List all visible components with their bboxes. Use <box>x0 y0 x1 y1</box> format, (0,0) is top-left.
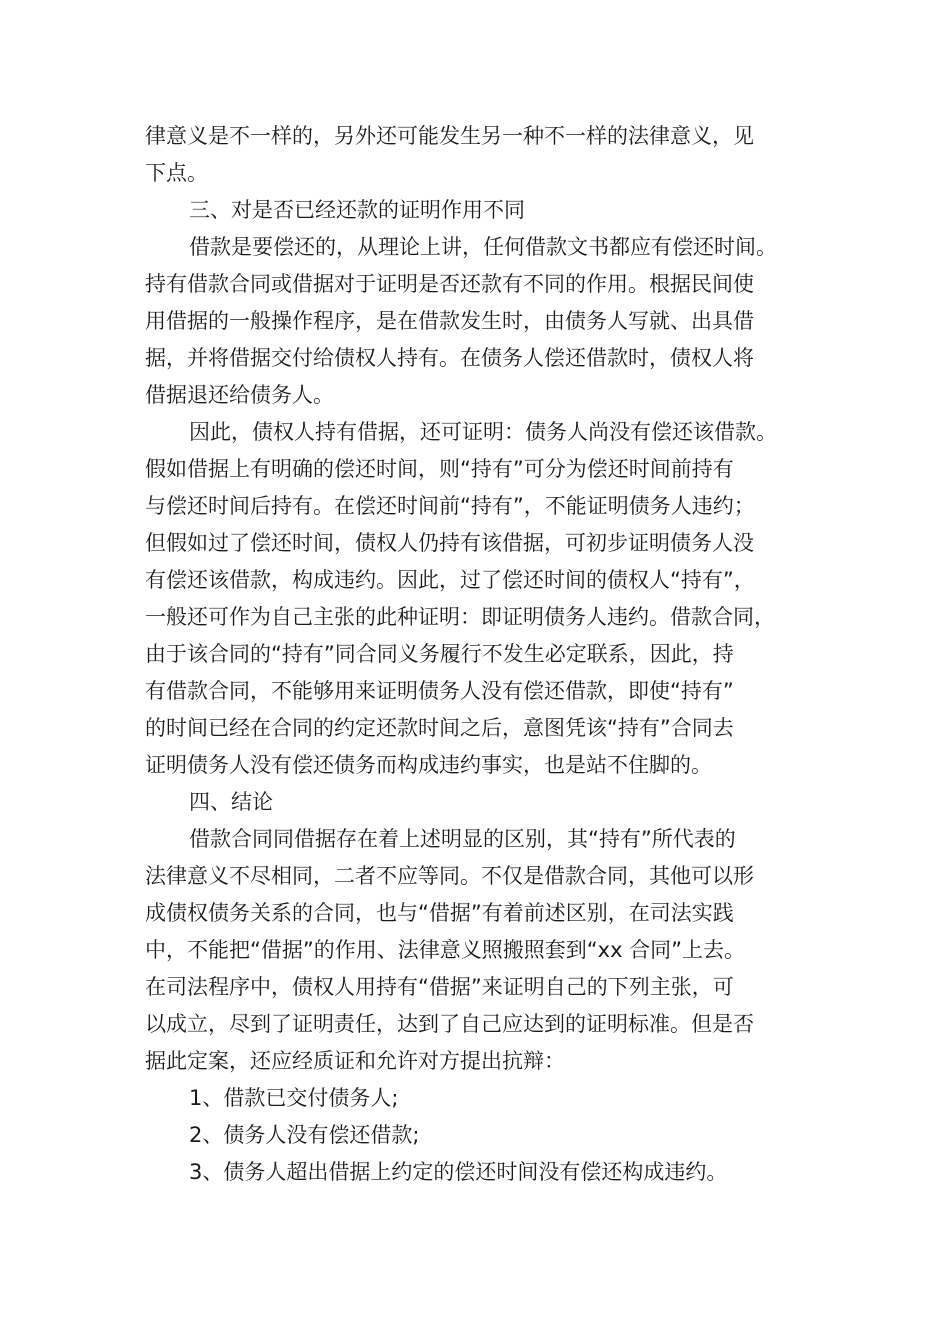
text-line: 法律意义不尽相同，二者不应等同。不仅是借款合同，其他可以形 <box>145 864 754 888</box>
text-line: 用借据的一般操作程序，是在借款发生时，由债务人写就、出具借 <box>145 309 754 333</box>
text-line: 因此，债权人持有借据，还可证明：债务人尚没有偿还该借款。 <box>189 420 777 444</box>
text-line: 以成立，尽到了证明责任，达到了自己应达到的证明标准。但是否 <box>145 1012 754 1036</box>
text-line: 假如借据上有明确的偿还时间，则“持有”可分为偿还时间前持有 <box>145 457 734 481</box>
text-line: 律意义是不一样的，另外还可能发生另一种不一样的法律意义，见 <box>145 124 754 148</box>
section-heading: 四、结论 <box>189 790 273 814</box>
list-item: 3、债务人超出借据上约定的偿还时间没有偿还构成违约。 <box>189 1160 728 1184</box>
list-item: 2、债务人没有偿还借款; <box>189 1123 420 1147</box>
list-item: 1、借款已交付债务人; <box>189 1086 399 1110</box>
text-line: 的时间已经在合同的约定还款时间之后，意图凭该“持有”合同去 <box>145 716 734 740</box>
text-line: 在司法程序中，债权人用持有“借据”来证明自己的下列主张，可 <box>145 975 734 999</box>
text-line: 但假如过了偿还时间，债权人仍持有该借据，可初步证明债务人没 <box>145 531 754 555</box>
text-line: 有借款合同，不能够用来证明债务人没有偿还借款，即使“持有” <box>145 679 734 703</box>
text-line: 据，并将借据交付给债权人持有。在债务人偿还借款时，债权人将 <box>145 346 754 370</box>
document-body <box>145 118 825 1191</box>
text-line: 与偿还时间后持有。在偿还时间前“持有”，不能证明债务人违约； <box>145 494 755 518</box>
text-line: 借款合同同借据存在着上述明显的区别，其“持有”所代表的 <box>189 827 736 851</box>
text-line: 中，不能把“借据”的作用、法律意义照搬照套到“xx 合同”上去。 <box>145 938 746 962</box>
text-line: 借款是要偿还的，从理论上讲，任何借款文书都应有偿还时间。 <box>189 235 777 259</box>
text-line: 下点。 <box>145 161 208 185</box>
text-line: 据此定案，还应经质证和允许对方提出抗辩： <box>145 1049 565 1073</box>
text-line: 证明债务人没有偿还债务而构成违约事实，也是站不住脚的。 <box>145 753 712 777</box>
text-line: 有偿还该借款，构成违约。因此，过了偿还时间的债权人“持有”， <box>145 568 755 592</box>
section-heading: 三、对是否已经还款的证明作用不同 <box>189 198 525 222</box>
text-line: 借据退还给债务人。 <box>145 383 334 407</box>
text-line: 持有借款合同或借据对于证明是否还款有不同的作用。根据民间使 <box>145 272 754 296</box>
text-line: 成债权债务关系的合同，也与“借据”有着前述区别，在司法实践 <box>145 901 734 925</box>
text-line: 一般还可作为自己主张的此种证明：即证明债务人违约。借款合同， <box>145 605 775 629</box>
text-line: 由于该合同的“持有”同合同义务履行不发生必定联系，因此，持 <box>145 642 734 666</box>
